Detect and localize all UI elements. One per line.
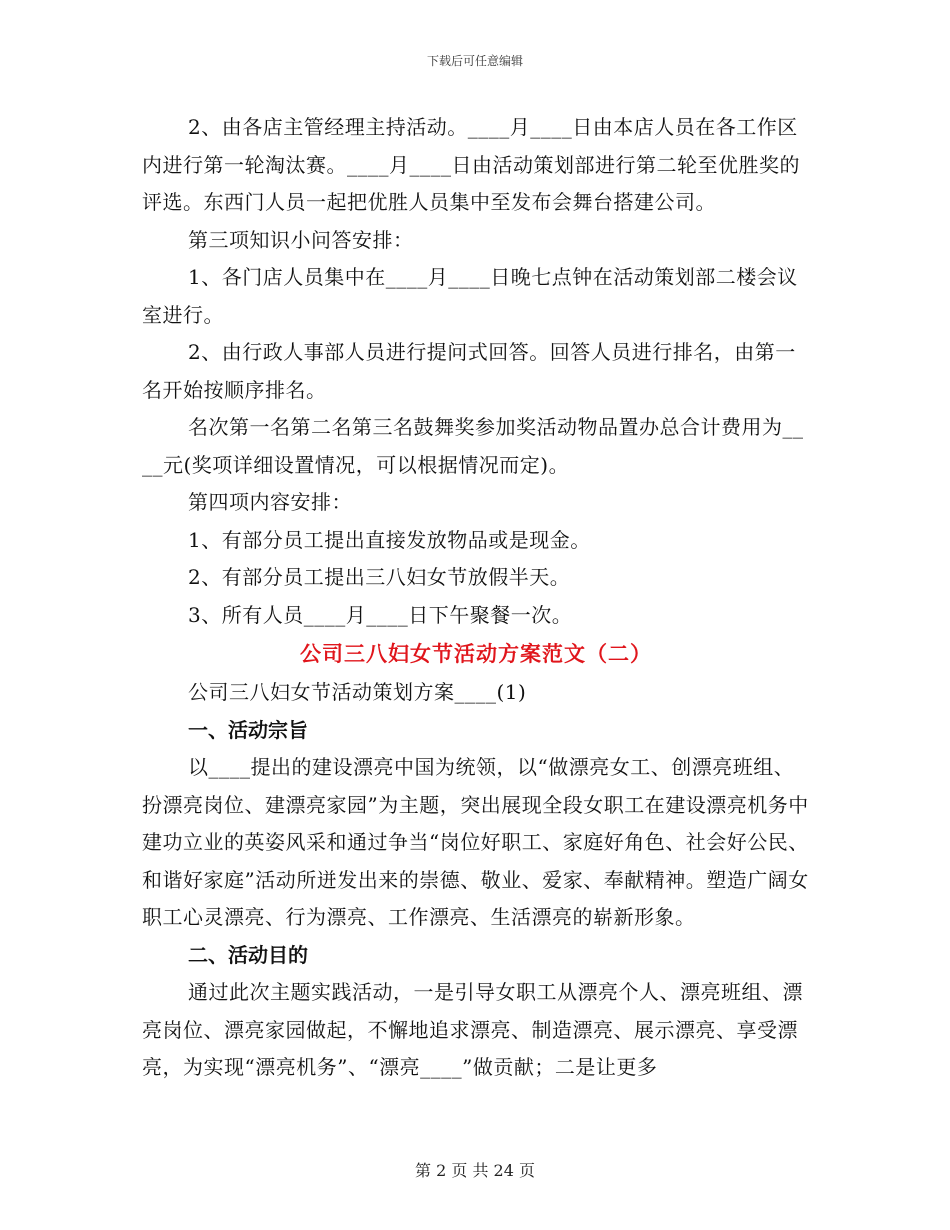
paragraph-item-four-heading: 第四项内容安排： (188, 490, 352, 514)
paragraph-goal: 通过此次主题实践活动，一是引导女职工从漂亮个人、漂亮班组、漂亮岗位、漂亮家园做起，不懈地追求漂亮、制造漂亮、展示漂亮、享受漂亮，为实现“漂亮机务”、“漂亮____”做贡献；二是让更多 (142, 980, 803, 1079)
header-note: 下载后可任意编辑 (426, 54, 523, 68)
paragraph-purpose: 以____提出的建设漂亮中国为统领，以“做漂亮女工、创漂亮班组、扮漂亮岗位、建漂亮家园”为主题，突出展现全段女职工在建设漂亮机务中建功立业的英姿风采和通过争当“岗位好职工、家庭好角色、社会好公民、和谐好家庭”活动所迸发出来的崇德、敬业、爱家、奉献精神。塑造广阔女职工心灵漂亮、行为漂亮、工作漂亮、生活漂亮的崭新形象。 (142, 755, 809, 929)
paragraph-prize-cost: 名次第一名第二名第三名鼓舞奖参加奖活动物品置办总合计费用为____元(奖项详细设置情况，可以根据情况而定)。 (142, 415, 804, 477)
paragraph-host-activity: 2、由各店主管经理主持活动。____月____日由本店人员在各工作区内进行第一轮淘汰赛。____月____日由活动策划部进行第二轮至优胜奖的评选。东西门人员一起把优胜人员集中至发布会舞台搭建公司。 (142, 115, 800, 214)
page-number: 第 2 页 共 24 页 (415, 1161, 535, 1180)
paragraph-qa-ranking: 2、由行政人事部人员进行提问式回答。回答人员进行排名，由第一名开始按顺序排名。 (142, 340, 796, 402)
plan-subtitle: 公司三八妇女节活动策划方案____(1) (188, 680, 527, 704)
heading-goal: 二、活动目的 (188, 942, 308, 967)
paragraph-half-day-off: 2、有部分员工提出三八妇女节放假半天。 (188, 565, 571, 589)
paragraph-dinner: 3、所有人员____月____日下午聚餐一次。 (188, 602, 573, 627)
paragraph-gift-or-cash: 1、有部分员工提出直接发放物品或是现金。 (188, 527, 591, 552)
document-body (142, 109, 810, 1087)
heading-purpose: 一、活动宗旨 (188, 717, 308, 742)
section-title: 公司三八妇女节活动方案范文（二） (300, 642, 652, 666)
paragraph-gather-staff: 1、各门店人员集中在____月____日晚七点钟在活动策划部二楼会议室进行。 (142, 265, 798, 327)
paragraph-item-three-heading: 第三项知识小问答安排： (188, 227, 414, 252)
